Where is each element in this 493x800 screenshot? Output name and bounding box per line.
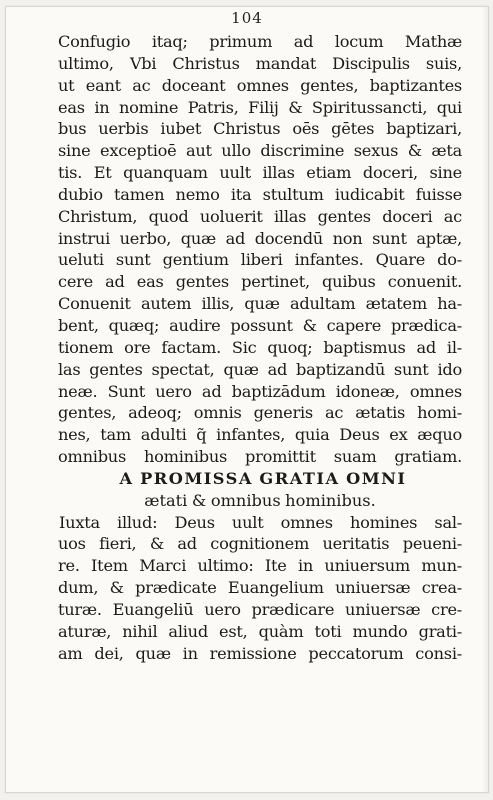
text-line: sine exceptioē aut ullo discrimine sexus & æta [58,141,462,161]
text-line: ueluti sunt gentium liberi infantes. Quare do- [58,250,462,270]
text-line: re. Item Marci ultimo: Ite in uniuersum mun- [58,556,462,576]
text-line: dubio tamen nemo ita stultum iudicabit fuisse [58,184,462,204]
page-edge-shadow [482,7,488,792]
text-line: tis. Et quanquam uult illas etiam doceri, sine [58,163,462,183]
text-line: dum, & prædicate Euangelium uniuersæ crea- [58,578,462,598]
text-block [58,31,462,664]
text-line: cere ad eas gentes pertinet, quibus conuenit. [58,272,462,292]
text-line: turæ. Euangeliū uero prædicare uniuersæ cre- [58,599,462,619]
section-subheading: ætati & omnibus hominibus. [144,490,376,510]
text-line: Confugio itaq; primum ad locum Mathæ [58,32,462,51]
text-line: bus uerbis iubet Christus oēs gētes baptizari, [58,119,462,139]
text-line: neæ. Sunt uero ad baptizādum idoneæ, omnes [58,381,462,401]
page-number: 104 [231,9,263,27]
text-line: gentes, adeoq; omnis generis ac ætatis homi- [58,403,462,423]
text-line: omnibus hominibus promittit suam gratiam. [58,447,462,467]
text-line: las gentes spectat, quæ ad baptizandū sunt ido [58,359,462,379]
text-line: Iuxta illud: Deus uult omnes homines sal- [59,512,462,532]
text-line: uos fieri, & ad cognitionem ueritatis peueni- [58,534,462,554]
text-line: aturæ, nihil aliud est, quàm toti mundo grati- [58,621,462,641]
text-line: bent, quæq; audire possunt & capere prædica- [58,315,462,335]
text-line: am dei, quæ in remissione peccatorum consi- [58,643,462,663]
book-page [5,6,489,793]
section-heading: A PROMISSA GRATIA OMNI [119,468,407,488]
text-line: ultimo, Vbi Christus mandat Discipulis suis, [58,53,462,73]
text-line: Conuenit autem illis, quæ adultam ætatem ha- [58,294,462,314]
text-line: instrui uerbo, quæ ad docendū non sunt aptæ, [58,228,462,248]
text-line: eas in nomine Patris, Filij & Spiritussancti, qui [58,97,462,117]
text-line: nes, tam adulti q̃ infantes, quia Deus ex æquo [58,425,462,445]
text-line: Christum, quod uoluerit illas gentes doceri ac [58,206,462,226]
text-line: tionem ore factam. Sic quoq; baptismus ad il- [58,337,462,357]
text-line: ut eant ac doceant omnes gentes, baptizantes [58,75,462,95]
